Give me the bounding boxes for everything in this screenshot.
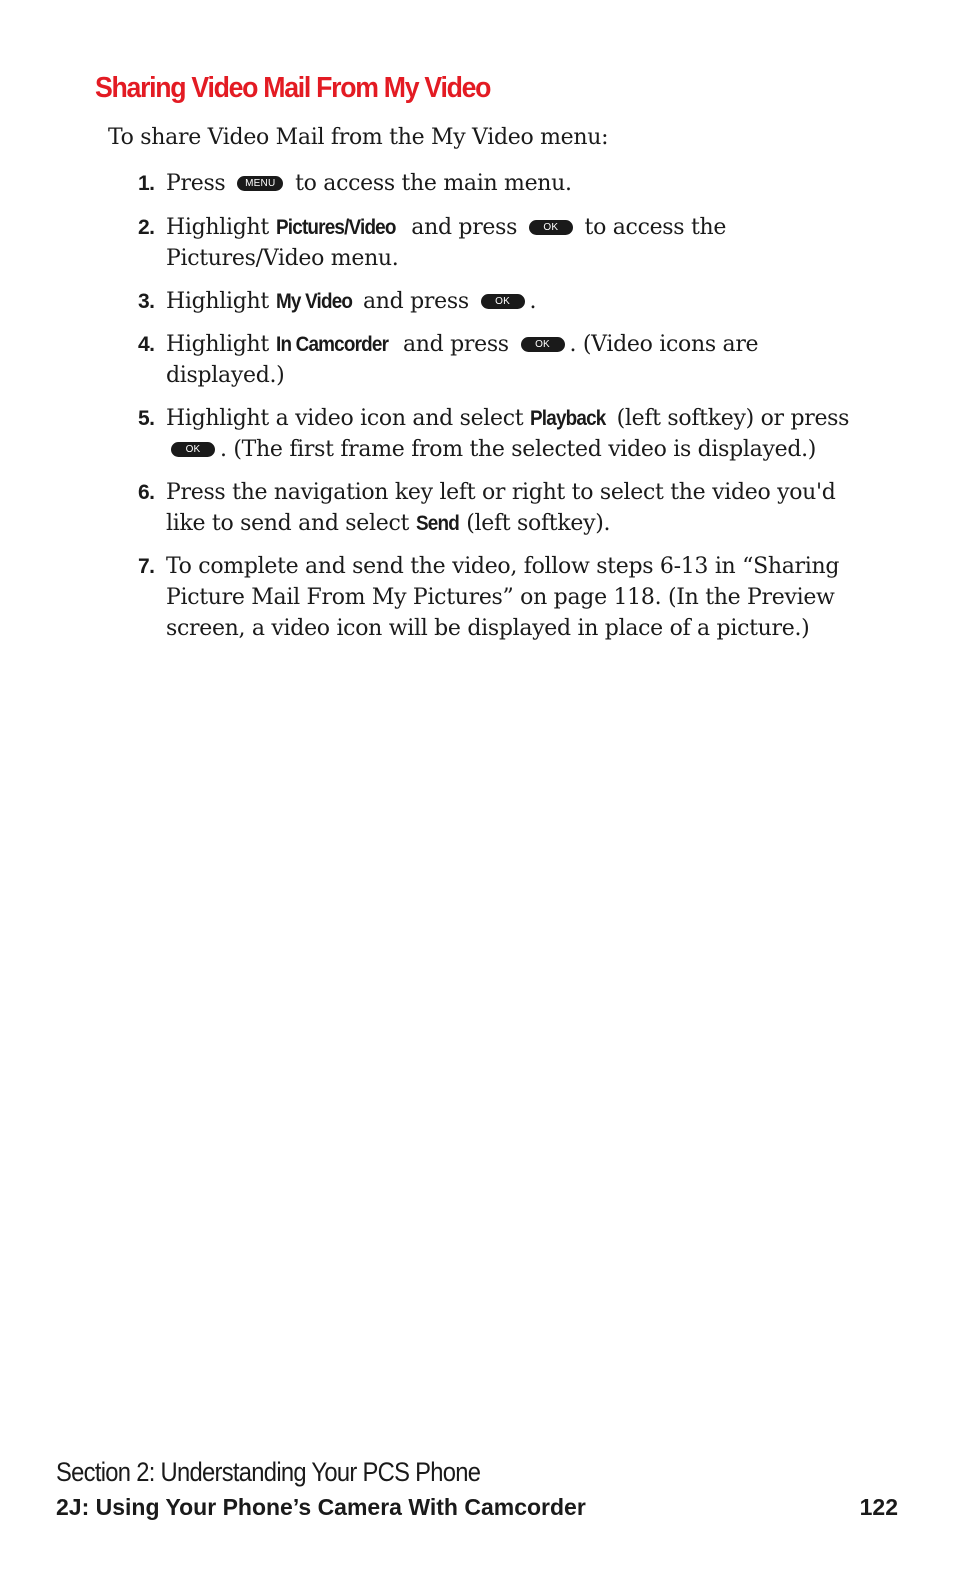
keyword-my-video: My Video (275, 290, 352, 313)
keyword-send: Send (415, 512, 459, 535)
step-1: 1. Press MENU to access the main menu. (138, 168, 868, 199)
step-2: 2. Highlight Pictures/Video and press OK to access the Pictures/Video menu. (138, 212, 868, 274)
ok-key-icon: OK (529, 220, 573, 235)
step-number: 6. (138, 481, 155, 504)
step-6: 6. Press the navigation key left or right to select the video you'd like to send and select Send (left softkey). (138, 477, 868, 539)
step-7: 7. To complete and send the video, follow steps 6-13 in “Sharing Picture Mail From My Pictures” on page 118. (In the Preview screen, a video icon will be displayed in place of a picture.) (138, 551, 868, 644)
step-number: 7. (138, 555, 155, 578)
ok-key-icon: OK (171, 442, 215, 457)
step-3: 3. Highlight My Video and press OK . (138, 286, 868, 317)
intro-text: To share Video Mail from the My Video menu: (108, 125, 609, 150)
menu-key-icon: MENU (237, 176, 283, 191)
keyword-playback: Playback (530, 407, 606, 430)
step-number: 1. (138, 172, 155, 195)
keyword-in-camcorder: In Camcorder (275, 333, 388, 356)
page-number: 122 (859, 1494, 898, 1520)
ok-key-icon: OK (481, 294, 525, 309)
page-title: Sharing Video Mail From My Video (95, 72, 491, 104)
step-5: 5. Highlight a video icon and select Playback (left softkey) or press OK . (The first frame from the selected video is displayed.) (138, 403, 868, 465)
footer-chapter-title: 2J: Using Your Phone’s Camera With Camcorder (56, 1494, 586, 1520)
step-number: 2. (138, 216, 155, 239)
step-number: 5. (138, 407, 155, 430)
footer-section-title: Section 2: Understanding Your PCS Phone (56, 1457, 481, 1487)
ok-key-icon: OK (521, 337, 565, 352)
step-4: 4. Highlight In Camcorder and press OK . (Video icons are displayed.) (138, 329, 868, 391)
step-number: 4. (138, 333, 155, 356)
keyword-pictures-video: Pictures/Video (275, 216, 396, 239)
step-number: 3. (138, 290, 155, 313)
